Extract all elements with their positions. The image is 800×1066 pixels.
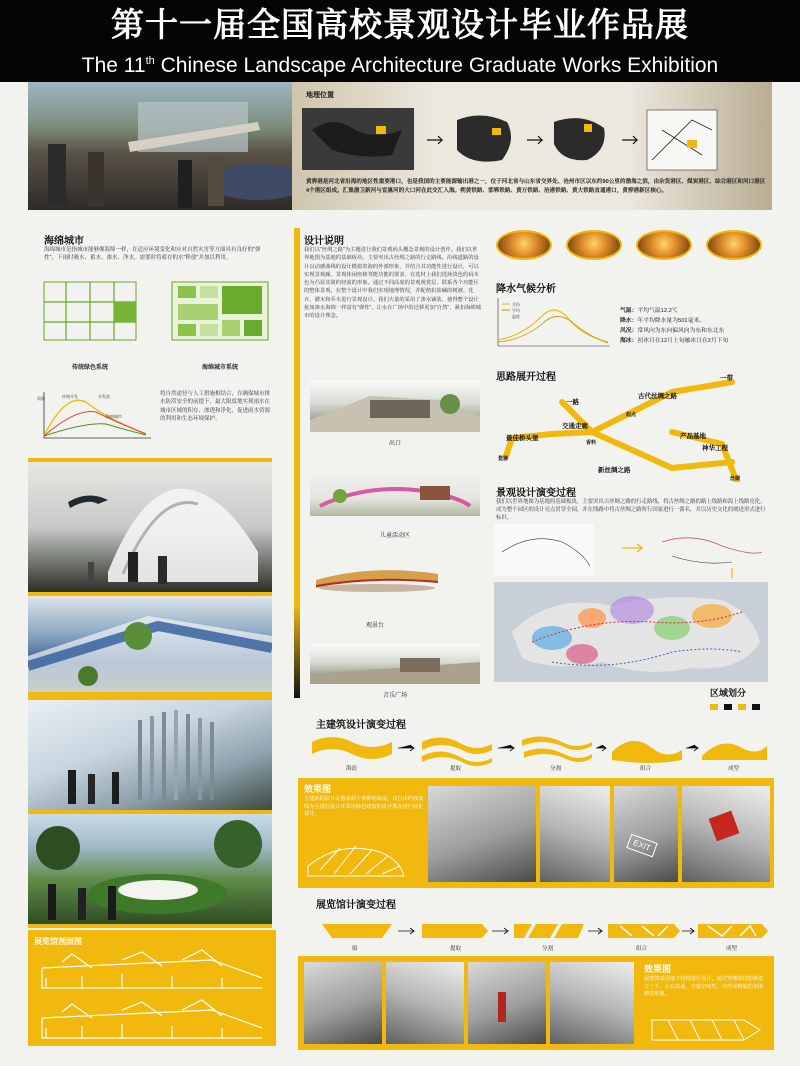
evolution-map-outline-2 [662,538,762,563]
main-step-combine-shape [612,741,682,763]
pavilion-step-labels [302,944,772,954]
port-photo-1 [496,230,552,260]
region-swatch-4 [752,704,760,710]
port-photo-2 [566,230,622,260]
pavilion-step-extract-shape [422,924,488,938]
ideas-heading: 思路展开过程 [496,372,556,383]
graph-label-sponge: 海绵城市 [106,414,122,419]
port-photo-3 [636,230,692,260]
illustration-children-area [310,472,480,516]
main-step-form: 成型 [728,766,740,772]
region-swatch-1 [710,704,718,710]
exhibition-header [0,0,800,82]
evolution-map-outline-1 [494,524,594,576]
main-step-extract: 提取 [450,766,462,772]
render-aerial-view [28,596,272,692]
illustration-exit [310,380,480,432]
main-step-wave: 海浪 [346,766,358,772]
node-one-road: 一路 [566,399,579,406]
effect2-render-b [386,962,464,1044]
sponge-system-diagrams [40,280,270,360]
illustration-music-shapes [310,644,480,684]
climate-legend-temp: 温度 [512,314,520,319]
effect2-render-a [304,962,382,1044]
location-panel [292,82,772,210]
design-heading: 设计说明 [304,236,344,247]
evolution-text: 我们以世界地图为基地的基础板块，主要突出古丝绸之路的行走路线，将古丝绸之路的路上线路和海上线路亮化，成为整个园区的设计亮点贯穿全园，并在线路中将古丝绸之路所行国家进行一番名，并以历史文化的阐述形式进行标识。 [496,499,766,521]
main-building-steps [302,732,772,782]
location-map-sequence [292,100,772,180]
effect2-red-panel [498,992,506,1022]
effect2-heading: 效果图 [644,964,672,974]
pavilion-step-split-shape [514,924,584,938]
design-text: 我们以"丝绸之路"为主题进行我们景观码头概念景观的设计创作。我们以世界地图为基地的基础板块，主要突出古丝绸之路的行走路线。沿线道路的设计以动感曲线的设计模拟着海的外部形象，并结合其功能性进行设计，可以实现景观廊、景观休闲座椅等能功能的要求，在选材上我们选择淡色的码木色为凸显其简约轻盈的形象。通过不同高度的景观观赏层，联系各个功能区的整体景观，在整个设计中我们实现地理情况，并配植抗盐碱的树被、花卉、灌木和乔木进行景观设计。我们大量的采用了渗水铺装，使得整个设计犹如渗水海绵一样富有"弹性"，让水在广场中的迁移更加"自然"，紧扣海绵城市的设计理念。 [304,247,482,320]
section-drawings [32,948,272,1044]
render-wave-building [28,462,272,592]
effect2-text: 展览馆采用地下结构进行设计，通过穿插的结构将进行上下、左右贯通，丰富空间性，并形成精船的氛围感觉形象。 [644,976,764,998]
pavilion-heading: 展览馆计演变过程 [316,900,396,911]
main-step-split: 分割 [550,766,562,772]
render-aerial-shapes [28,596,272,692]
node-porcelain: 瓷器 [498,456,509,462]
render-garden-shapes [28,814,272,924]
node-shenhua-project: 神华工程 [702,445,728,452]
main-step-extract-shape [422,737,492,766]
pavilion-step-boat: 船 [352,946,358,952]
region-swatch-3 [738,704,746,710]
evolution-heading: 景观设计演变过程 [496,488,576,499]
illustration-exit-shapes [310,380,480,432]
sponge-heading: 海绵城市 [44,236,84,247]
region-world-map [494,582,768,682]
main-step-combine: 组合 [640,766,652,772]
location-text: 黄骅港是河北省沿海的地区性重要港口，也是我国的主要能源输出港之一，位于河北省与山东省交界处、沧州市区以东约90公里的渤海之滨，由杂货港区、煤炭港区、综合港区和河口港区4个港区组成。汇集渤卫新河与宣惠河的大口河在此交汇入海。朔黄铁路、邯郸铁路、黄万铁路、沧港铁路、黄大铁路直通港口，黄骅港新区核心。 [306,179,766,194]
climate-legend-average: 平均 [512,308,520,313]
main-step-labels [302,764,772,774]
render-column-plaza [28,700,272,810]
climate-line-precip: 降水：年平均降水量为501毫米。 [620,318,706,324]
node-one-belt: 一带 [720,375,733,382]
port-photo-4 [706,230,762,260]
region-swatch-2 [724,704,732,710]
sponge-green-grid [172,282,268,340]
pavilion-step-combine-shape [608,924,680,938]
runoff-graph [36,388,156,448]
main-step-form-shape [702,744,767,761]
node-product-base: 产品基地 [680,433,706,440]
title-chinese: 第十一届全国高校景观设计毕业作品展 [111,5,689,44]
sponge-graph-text: 将自然途径与人工措施相结合，在确保城市排水防涝安全的前提下，最大限度地实现雨水在城市区域的积存、渗透和净化，促进雨水资源的利用和生态环境保护。 [160,391,271,423]
render-columns [28,700,272,810]
caption-viewing-deck: 观景台 [365,623,384,629]
climate-line-ice: 海冰：初冰日在12月上旬融冰日在2月下旬 [620,338,729,344]
climate-chart [492,296,612,352]
effect1-text: 主建筑的设计灵感来源于黄骅的海浪，以自由的波浪线为主进行设计并采用绿色建筑的设计理念进行绿化设计。 [304,796,424,818]
location-heading: 地理位置 [306,92,334,99]
climate-lines [620,306,780,346]
caption-exit: 出口 [388,441,401,447]
pavilion-step-split: 分割 [542,946,554,952]
climate-legend-month: 月份 [512,302,520,307]
hero-street-figures [28,82,292,210]
node-new-silk-road: 新丝绸之路 [598,467,631,474]
effect2-render-d [550,962,634,1044]
node-spice: 香料 [586,440,597,446]
main-step-wave-shape [312,737,392,759]
illustration-music-plaza [310,644,480,684]
title-english: The 11th Chinese Landscape Architecture Graduate Works Exhibition [81,54,719,77]
effect2-structure-sketch [644,1012,768,1042]
climate-line-temp: 气温：平均气温12.2℃ [620,308,678,314]
climate-line-wind: 风况：常风向为东向偏风向为东和东北东 [620,328,725,334]
graph-label-traditional: 传统开发 [62,394,78,399]
pavilion-step-boat-shape [322,924,392,938]
graph-label-predev: 开发前 [98,394,110,399]
traditional-green-grid [44,282,136,340]
node-ancient-silk-road: 古代丝绸之路 [638,393,677,400]
caption-traditional-green: 传统绿色系统 [71,365,108,371]
effect1-render-exit [614,786,678,882]
caption-children-area: 儿童活动区 [379,533,410,539]
render-wave-shapes [28,462,272,592]
caption-music-plaza: 音乐广场 [382,693,407,699]
pavilion-step-extract: 提取 [450,946,462,952]
exit-sign-red [709,811,740,842]
node-bridgehead: 最佳桥头堡 [506,435,539,442]
sponge-intro: 海绵城市是指城市能够像海绵一样，在适应环境变化和应对自然灾害等方面具有良好的"弹性"，下雨时吸水、蓄水、渗水、净水，需要时将蓄存的水"释放"并加以利用。 [44,247,261,262]
illustration-deck-shapes [312,560,442,594]
illustration-children-shapes [310,472,480,516]
render-garden-circle [28,814,272,924]
exit-floor-sign: EXIT [626,834,657,858]
effect1-structure-sketch [300,836,410,886]
section-heading: 展览馆剖面图 [34,937,82,946]
main-step-split-shape [522,736,592,762]
effect2-render-c [468,962,546,1044]
effect1-render-d [682,786,770,882]
pavilion-step-form: 成型 [726,946,738,952]
pavilion-step-combine: 组合 [636,946,648,952]
caption-sponge-system: 海绵城市系统 [201,365,238,371]
main-building-heading: 主建筑设计演变过程 [316,720,406,731]
climate-heading: 降水气候分析 [496,284,556,295]
node-starting-point: 起点 [626,412,637,418]
ideas-mindmap [492,372,762,482]
effect1-render-b [540,786,610,882]
node-transport-corridor: 交通走廊 [562,423,588,430]
center-divider-bar [294,228,300,698]
node-silk: 丝绸 [730,476,741,482]
effect1-render-a [428,786,536,882]
region-label: 区域划分 [710,688,747,698]
graph-label-rain: 雨量 [37,396,45,401]
effect1-heading: 效果图 [304,784,332,794]
hero-street-photo [28,82,292,210]
illustration-viewing-deck [312,560,442,594]
